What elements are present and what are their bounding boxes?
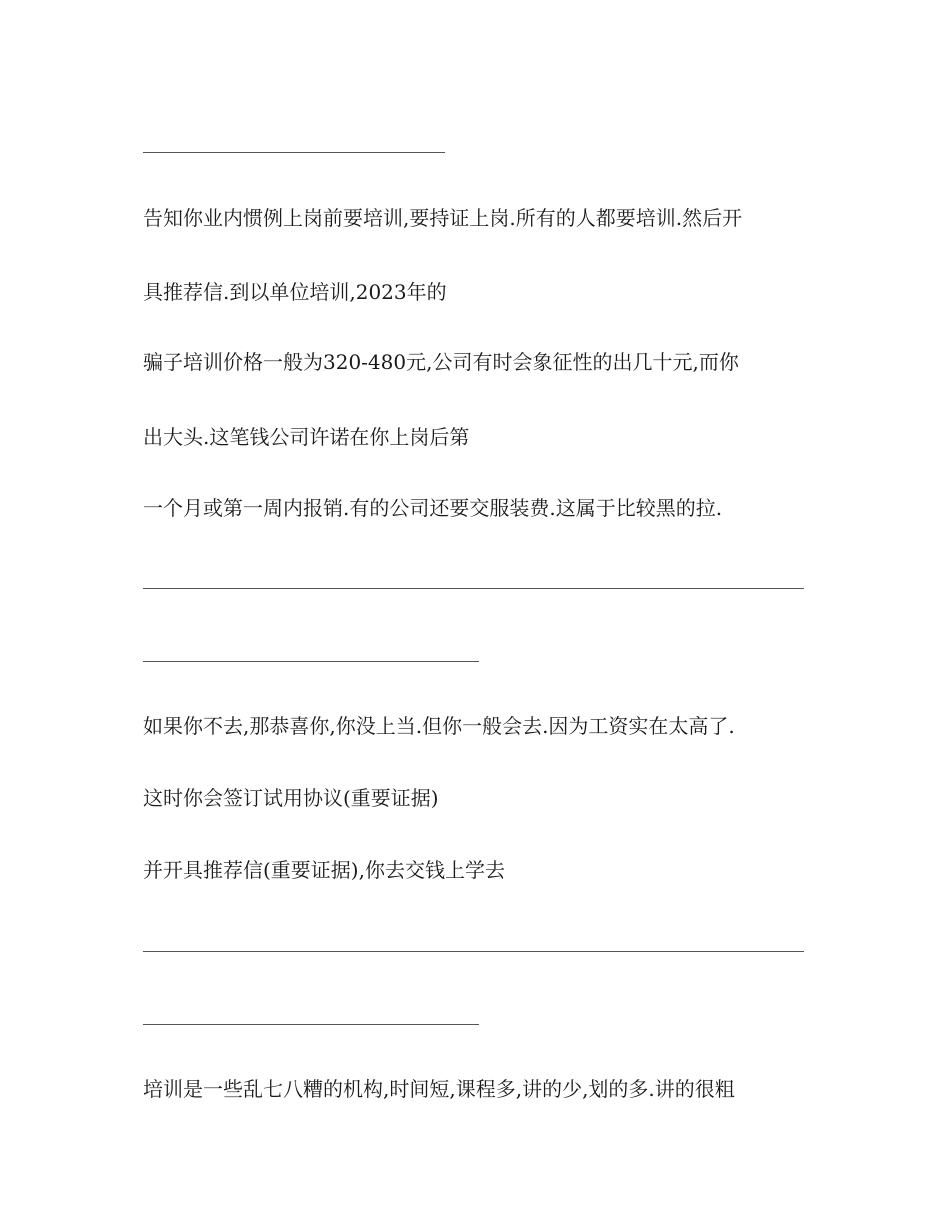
paragraph-line: 骗子培训价格一般为320-480元,公司有时会象征性的出几十元,而你 (143, 350, 739, 374)
divider-mid (143, 661, 479, 662)
divider-long (143, 588, 804, 589)
paragraph-line: 一个月或第一周内报销.有的公司还要交服装费.这属于比较黑的拉. (143, 496, 723, 520)
paragraph-line: 如果你不去,那恭喜你,你没上当.但你一般会去.因为工资实在太高了. (143, 714, 735, 738)
divider-long (143, 951, 804, 952)
divider-short (143, 152, 445, 153)
paragraph-line: 告知你业内惯例上岗前要培训,要持证上岗.所有的人都要培训.然后开 (143, 206, 743, 230)
paragraph-line: 这时你会签订试用协议(重要证据) (143, 786, 439, 810)
paragraph-line: 具推荐信.到以单位培训,2023年的 (143, 280, 447, 304)
paragraph-line: 并开具推荐信(重要证据),你去交钱上学去 (143, 858, 505, 882)
paragraph-line: 出大头.这笔钱公司许诺在你上岗后第 (143, 425, 470, 449)
divider-mid (143, 1024, 479, 1025)
paragraph-line: 培训是一些乱七八糟的机构,时间短,课程多,讲的少,划的多.讲的很粗 (143, 1077, 735, 1101)
